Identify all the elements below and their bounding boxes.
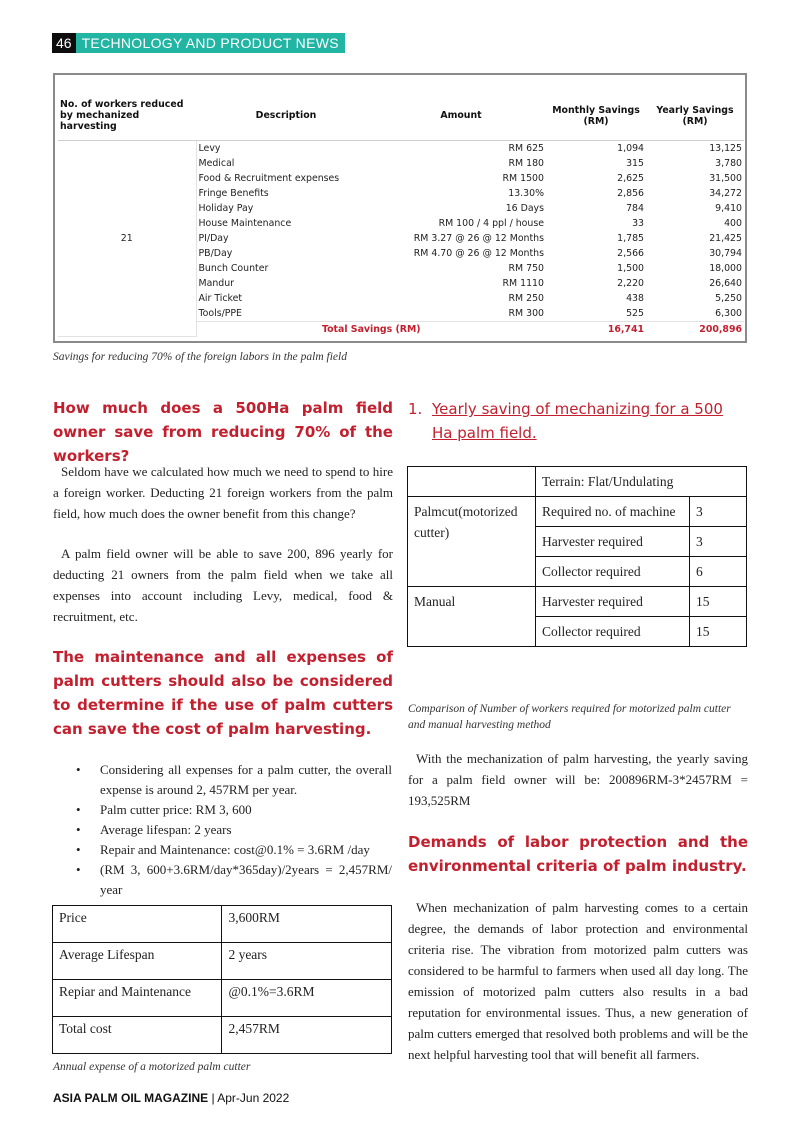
expense-table	[52, 905, 392, 1054]
section-title: TECHNOLOGY AND PRODUCT NEWS	[76, 33, 345, 53]
row-amount: 16 Days	[505, 202, 544, 214]
row-yearly: 3,780	[715, 157, 742, 169]
row-monthly: 33	[632, 217, 644, 229]
row-yearly: 26,640	[709, 277, 742, 289]
row-description: Holiday Pay	[198, 202, 254, 214]
row-yearly: 400	[724, 217, 742, 229]
bullet-item: • Repair and Maintenance: cost@0.1% = 3.6RM /day	[72, 840, 392, 860]
right-heading-2: Demands of labor protection and the environmental criteria of palm industry.	[408, 833, 748, 875]
bullet-item: • Average lifespan: 2 years	[72, 820, 392, 840]
row-amount: RM 3.27 @ 26 @ 12 Months	[413, 232, 544, 244]
page-number: 46	[52, 33, 76, 53]
header-workers: No. of workers reduced by mechanized harvesting	[58, 92, 196, 140]
empty-cell	[408, 467, 536, 497]
heading-number: 1.	[408, 400, 423, 418]
right-heading-1	[408, 397, 748, 445]
total-monthly: 16,741	[546, 321, 646, 337]
expense-value: 2 years	[222, 943, 392, 980]
row-monthly: 1,094	[617, 142, 644, 154]
expense-label: Total cost	[53, 1017, 222, 1054]
row-description: Food & Recruitment expenses	[198, 172, 340, 184]
requirement-value: 15	[690, 587, 747, 617]
requirement-label: Harvester required	[536, 527, 690, 557]
left-para-2-text: A palm field owner will be able to save 200, 896 yearly for deducting 21 owners from the palm field when we take all expenses into account including Levy, medical, food & recruitment, etc.	[53, 546, 393, 624]
magazine-name: ASIA PALM OIL MAGAZINE	[53, 1091, 209, 1105]
row-monthly: 525	[626, 307, 644, 319]
row-monthly: 1,500	[617, 262, 644, 274]
requirement-label: Harvester required	[536, 587, 690, 617]
row-amount: RM 180	[508, 157, 544, 169]
row-yearly: 18,000	[709, 262, 742, 274]
header-monthly: Monthly Savings (RM)	[546, 92, 646, 140]
total-label: Total Savings (RM)	[196, 321, 546, 337]
terrain-header: Terrain: Flat/Undulating	[536, 467, 747, 497]
savings-table-caption: Savings for reducing 70% of the foreign labors in the palm field	[53, 351, 347, 363]
row-description: Fringe Benefits	[198, 187, 269, 199]
savings-table-header	[58, 92, 744, 140]
row-description: Mandur	[198, 277, 235, 289]
expense-row	[53, 943, 392, 980]
row-description: Levy	[198, 142, 221, 154]
left-paragraph-2	[53, 543, 393, 627]
right-para-2-text: When mechanization of palm harvesting comes to a certain degree, the demands of labor protection and environmental criteria rise. The vibration from motorized palm cutters was considered to be harmful to farmers when used all day long. The emission of motorized palm cutters also results in a bad reputation for environmental issues. Thus, a new generation of palm cutters emerged that resolved both problems and will be the next helpful harvesting tool that will benefit all farmers.	[408, 900, 748, 1062]
issue-date: Apr-Jun 2022	[217, 1091, 290, 1105]
row-monthly: 2,856	[617, 187, 644, 199]
expense-row	[53, 906, 392, 943]
row-amount: 13.30%	[508, 187, 544, 199]
row-description: House Maintenance	[198, 217, 292, 229]
row-description: PI/Day	[198, 232, 229, 244]
expense-value: 2,457RM	[222, 1017, 392, 1054]
expense-row	[53, 1017, 392, 1054]
row-monthly: 2,625	[617, 172, 644, 184]
heading-text: Yearly saving of mechanizing for a 500 Ha palm field.	[432, 400, 723, 442]
expense-value: 3,600RM	[222, 906, 392, 943]
row-yearly: 31,500	[709, 172, 742, 184]
requirement-value: 3	[690, 527, 747, 557]
row-monthly: 315	[626, 157, 644, 169]
row-amount: RM 1500	[502, 172, 544, 184]
row-yearly: 5,250	[715, 292, 742, 304]
workers-reduced-cell: 21	[58, 140, 196, 337]
requirement-value: 6	[690, 557, 747, 587]
right-paragraph-2	[408, 897, 748, 1065]
expense-bullet-list	[72, 760, 392, 900]
comparison-header-row	[408, 467, 747, 497]
savings-table-body	[58, 140, 744, 337]
row-description: PB/Day	[198, 247, 233, 259]
expense-label: Price	[53, 906, 222, 943]
requirement-value: 3	[690, 497, 747, 527]
comparison-row	[408, 497, 747, 527]
savings-table	[58, 92, 744, 337]
bullet-item: • Palm cutter price: RM 3, 600	[72, 800, 392, 820]
row-amount: RM 100 / 4 ppl / house	[438, 217, 544, 229]
row-description: Tools/PPE	[198, 307, 242, 319]
row-yearly: 9,410	[715, 202, 742, 214]
row-monthly: 1,785	[617, 232, 644, 244]
header-description: Description	[196, 92, 376, 140]
row-description: Air Ticket	[198, 292, 243, 304]
row-yearly: 21,425	[709, 232, 742, 244]
expense-table-caption: Annual expense of a motorized palm cutter	[53, 1061, 251, 1073]
requirement-label: Collector required	[536, 557, 690, 587]
row-yearly: 34,272	[709, 187, 742, 199]
header-amount: Amount	[376, 92, 546, 140]
row-yearly: 30,794	[709, 247, 742, 259]
bullet-item: • (RM 3, 600+3.6RM/day*365day)/2years = 2,457RM/ year	[72, 860, 392, 900]
manual-label: Manual	[408, 587, 536, 647]
page-header	[52, 33, 345, 53]
comparison-row	[408, 587, 747, 617]
left-para-1-text: Seldom have we calculated how much we need to spend to hire a foreign worker. Deducting 21 foreign workers from the palm field, how much does the owner benefit from this change?	[53, 464, 393, 521]
requirement-value: 15	[690, 617, 747, 647]
comparison-table-caption: Comparison of Number of workers required for motorized palm cutter and manual harvesting method	[408, 703, 731, 731]
right-paragraph-1	[408, 748, 748, 811]
row-amount: RM 625	[508, 142, 544, 154]
left-paragraph-1	[53, 461, 393, 524]
left-heading-1: How much does a 500Ha palm field owner save from reducing 70% of the workers?	[53, 399, 393, 465]
requirement-label: Collector required	[536, 617, 690, 647]
expense-value: @0.1%=3.6RM	[222, 980, 392, 1017]
row-monthly: 438	[626, 292, 644, 304]
expense-row	[53, 980, 392, 1017]
left-heading-2: The maintenance and all expenses of palm cutters should also be considered to determine if the use of palm cutters can save the cost of palm harvesting.	[53, 648, 393, 738]
header-yearly: Yearly Savings (RM)	[646, 92, 744, 140]
savings-table-container	[58, 92, 744, 337]
row-amount: RM 1110	[502, 277, 544, 289]
palmcut-label: Palmcut(motorized cutter)	[408, 497, 536, 587]
savings-row	[58, 140, 744, 156]
row-monthly: 2,220	[617, 277, 644, 289]
row-description: Medical	[198, 157, 235, 169]
expense-label: Average Lifespan	[53, 943, 222, 980]
total-yearly: 200,896	[646, 321, 744, 337]
row-amount: RM 750	[508, 262, 544, 274]
row-amount: RM 300	[508, 307, 544, 319]
page-footer	[53, 1091, 289, 1105]
row-monthly: 784	[626, 202, 644, 214]
expense-label: Repiar and Maintenance	[53, 980, 222, 1017]
row-amount: RM 250	[508, 292, 544, 304]
comparison-table	[407, 466, 747, 647]
bullet-item: • Considering all expenses for a palm cutter, the overall expense is around 2, 457RM per year.	[72, 760, 392, 800]
requirement-label: Required no. of machine	[536, 497, 690, 527]
row-amount: RM 4.70 @ 26 @ 12 Months	[413, 247, 544, 259]
row-description: Bunch Counter	[198, 262, 269, 274]
right-para-1-text: With the mechanization of palm harvesting, the yearly saving for a palm field owner will be: 200896RM-3*2457RM = 193,525RM	[408, 751, 748, 808]
footer-separator: |	[208, 1091, 218, 1105]
row-monthly: 2,566	[617, 247, 644, 259]
row-yearly: 13,125	[709, 142, 742, 154]
row-yearly: 6,300	[715, 307, 742, 319]
